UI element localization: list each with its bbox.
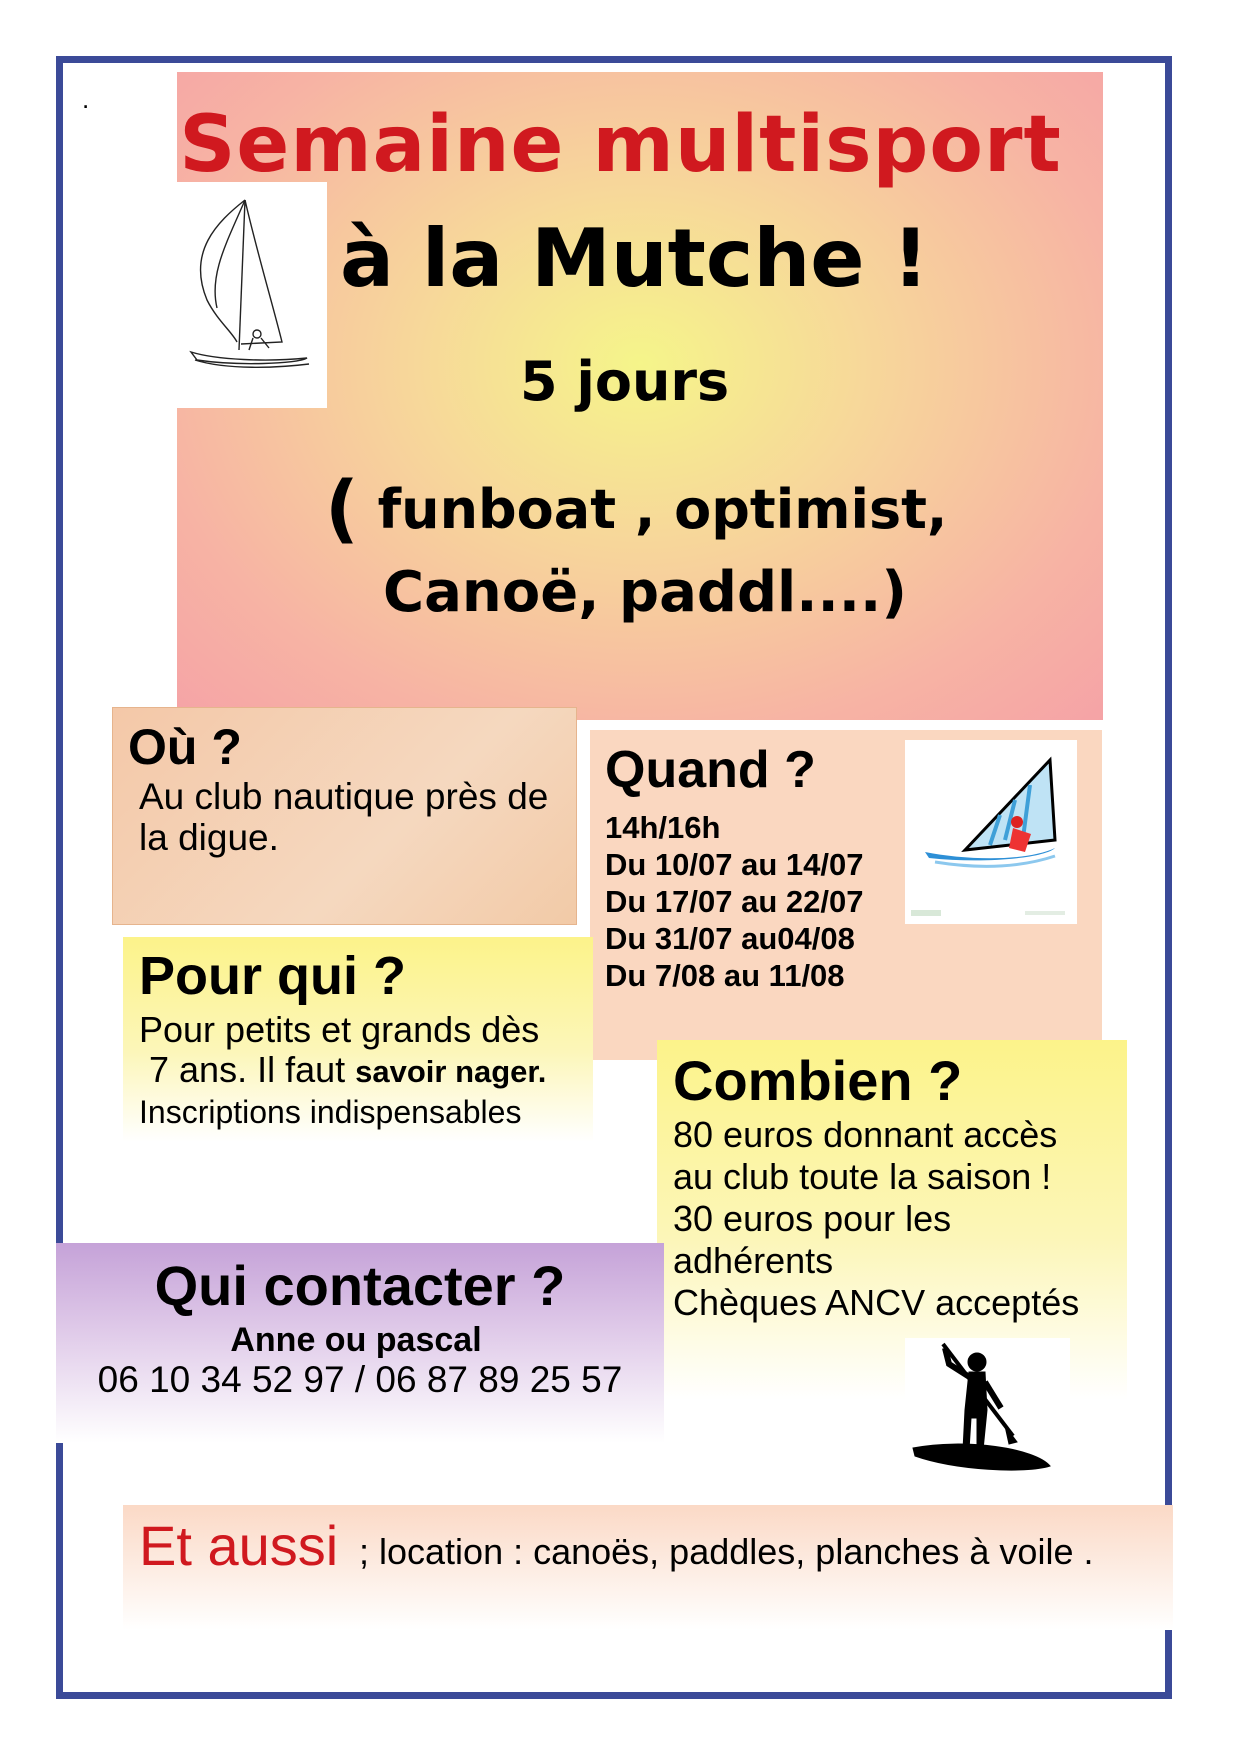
- activities-text-1: funboat , optimist,: [358, 478, 948, 541]
- contact-title: Qui contacter ?: [154, 1254, 566, 1317]
- price-body: [673, 1114, 1123, 1324]
- price-line: 80 euros donnant accès: [673, 1114, 1058, 1155]
- stray-dot: .: [82, 84, 90, 114]
- price-line: adhérents: [673, 1240, 834, 1281]
- when-line: Du 7/08 au 11/08: [605, 958, 845, 993]
- also-label: Et aussi: [139, 1514, 339, 1577]
- paddleboarder-icon: [905, 1338, 1070, 1490]
- who-title: Pour qui ?: [139, 946, 406, 1006]
- where-body: Au club nautique près de la digue.: [139, 776, 549, 858]
- when-title: Quand ?: [605, 741, 816, 799]
- when-line: Du 31/07 au04/08: [605, 921, 855, 956]
- contact-box: [56, 1243, 664, 1443]
- who-line-2: [149, 1049, 546, 1091]
- contact-phones: 06 10 34 52 97 / 06 87 89 25 57: [97, 1359, 623, 1400]
- price-title: Combien ?: [673, 1049, 963, 1112]
- who-line-1: Pour petits et grands dès: [139, 1009, 540, 1050]
- where-title: Où ?: [128, 719, 242, 775]
- who-box: [123, 937, 593, 1142]
- price-line: au club toute la saison !: [673, 1156, 1052, 1197]
- activities-line-2: Canoë, paddl....): [383, 560, 907, 625]
- also-text: ; location : canoës, paddles, planches à voile .: [359, 1531, 1094, 1572]
- activities-line-1: [325, 460, 948, 552]
- contact-names: Anne ou pascal: [230, 1321, 482, 1359]
- poster-title: Semaine multisport: [179, 100, 1062, 190]
- when-line: Du 10/07 au 14/07: [605, 847, 864, 882]
- where-box: [112, 707, 577, 925]
- who-line-3: Inscriptions indispensables: [139, 1094, 522, 1130]
- also-box: [123, 1505, 1173, 1630]
- poster-subtitle: à la Mutche !: [340, 212, 929, 305]
- who-swim-requirement: savoir nager.: [355, 1054, 547, 1089]
- price-line: 30 euros pour les: [673, 1198, 952, 1239]
- who-line-2-text: 7 ans. Il faut: [149, 1049, 356, 1090]
- windsurfer-icon: [905, 740, 1077, 924]
- price-line: Chèques ANCV acceptés: [673, 1282, 1080, 1323]
- when-line: 14h/16h: [605, 810, 721, 845]
- open-paren: (: [325, 466, 359, 552]
- when-line: Du 17/07 au 22/07: [605, 884, 864, 919]
- poster-duration: 5 jours: [520, 350, 730, 413]
- sailboat-icon: [177, 182, 327, 408]
